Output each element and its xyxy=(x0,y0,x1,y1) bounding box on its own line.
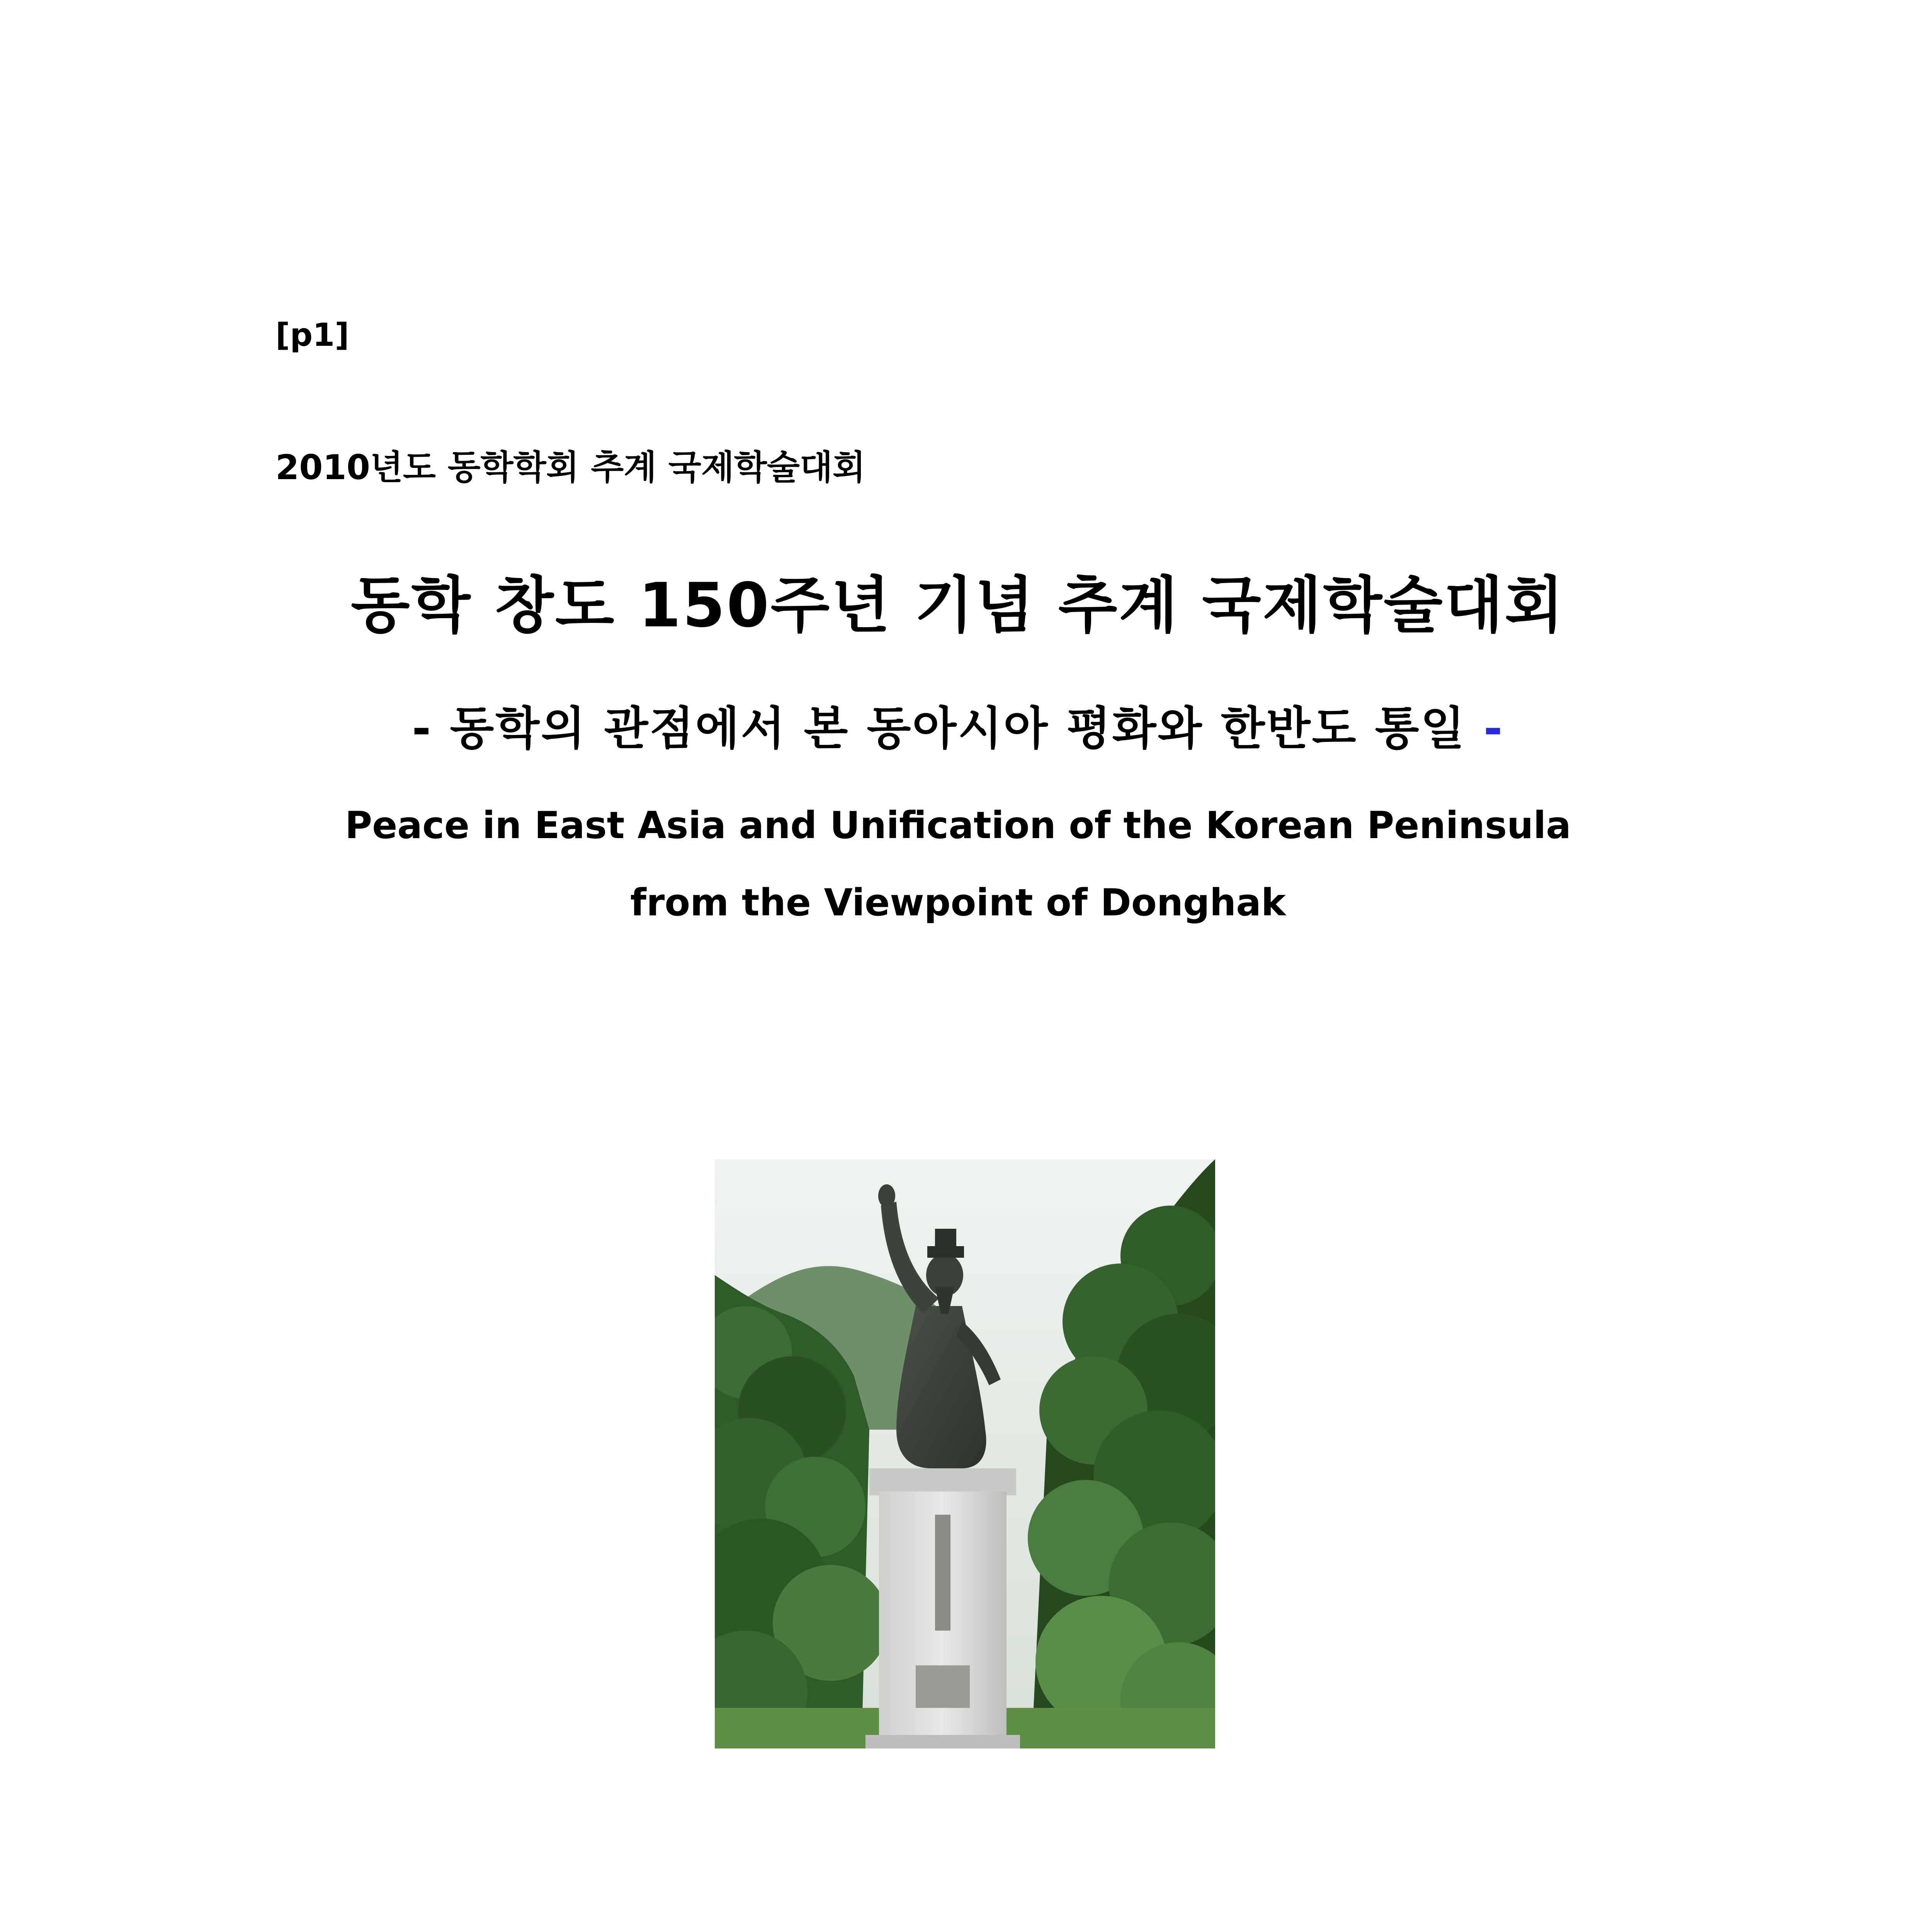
page-marker: [p1] xyxy=(275,317,349,354)
subtitle-dash-right: - xyxy=(1483,702,1504,755)
statue-photo xyxy=(715,1159,1215,1748)
subtitle xyxy=(0,692,1916,757)
english-title-line-2: from the Viewpoint of Donghak xyxy=(630,881,1286,924)
english-title-line-1: Peace in East Asia and Unification of the Korean Peninsula xyxy=(345,804,1571,847)
event-kicker: 2010년도 동학학회 추계 국제학술대회 xyxy=(275,447,865,487)
subtitle-text: 동학의 관점에서 본 동아시아 평화와 한반도 통일 xyxy=(450,702,1466,755)
subtitle-dash-left: - xyxy=(412,702,433,755)
main-title: 동학 창도 150주년 기념 추계 국제학술대회 xyxy=(351,570,1565,641)
